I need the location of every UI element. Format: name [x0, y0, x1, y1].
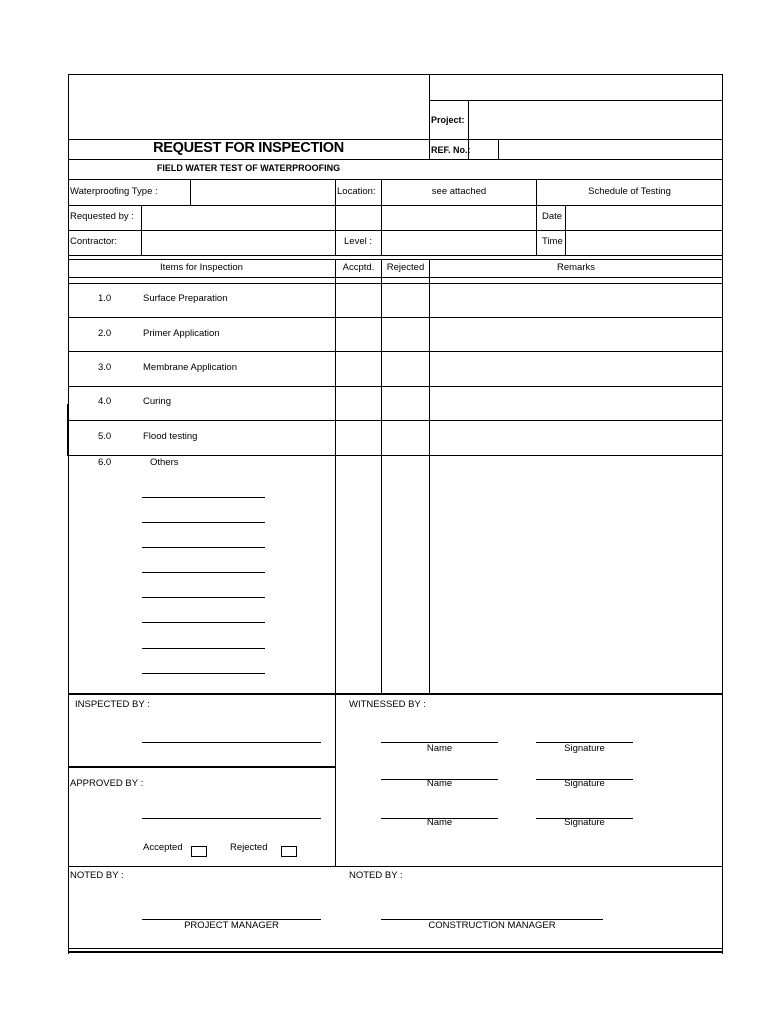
form-subtitle: FIELD WATER TEST OF WATERPROOFING [156, 163, 341, 173]
construction-manager-label: CONSTRUCTION MANAGER [428, 920, 556, 931]
ref-no-label: REF. No.: [431, 145, 471, 155]
col-remarks-left [429, 259, 430, 693]
time-label: Time [542, 236, 563, 247]
info-line-2 [68, 230, 723, 231]
noted-by-left-label: NOTED BY : [70, 870, 124, 881]
others-line-3[interactable] [142, 547, 265, 548]
requested-by-field[interactable] [143, 207, 333, 228]
inspected-by-signature-line[interactable] [142, 742, 321, 743]
row-label: Flood testing [143, 431, 198, 442]
inspected-approved-line [68, 766, 336, 768]
table-header-double [68, 283, 723, 284]
project-top-line [429, 100, 723, 101]
others-line-7[interactable] [142, 648, 265, 649]
others-line-1[interactable] [142, 497, 265, 498]
level-field[interactable] [383, 232, 534, 253]
waterproofing-type-field[interactable] [192, 182, 333, 203]
witness-name-label: Name [426, 817, 453, 828]
table-header-bottom [68, 277, 723, 278]
header-remarks: Remarks [556, 262, 595, 273]
project-field[interactable] [470, 102, 720, 138]
others-line-5[interactable] [142, 597, 265, 598]
row-line-1 [68, 317, 723, 318]
row-number: 1.0 [98, 293, 112, 304]
accepted-checkbox[interactable] [191, 846, 207, 857]
witnessed-by-label: WITNESSED BY : [349, 699, 426, 710]
subtitle-bottom-line [68, 179, 723, 180]
date-field[interactable] [567, 207, 720, 228]
border-left [68, 74, 69, 954]
location-label: Location: [337, 186, 376, 197]
type-divider [190, 180, 191, 205]
witness-name-label: Name [426, 778, 453, 789]
others-line-8[interactable] [142, 673, 265, 674]
waterproofing-type-label: Waterproofing Type : [70, 186, 158, 197]
row-number: 5.0 [98, 431, 112, 442]
info-line-1 [68, 205, 723, 206]
row-line-4 [68, 420, 723, 421]
witness-name-label: Name [426, 743, 453, 754]
signoff-divider [335, 694, 336, 866]
witness-signature-label: Signature [564, 817, 605, 828]
border-top [68, 74, 723, 75]
row-number: 6.0 [98, 457, 112, 468]
border-bottom-inner [68, 948, 723, 949]
row-label: Membrane Application [143, 362, 237, 373]
ref-divider [498, 139, 499, 160]
time-field[interactable] [567, 232, 720, 253]
row-label: Others [150, 457, 179, 468]
row-number: 4.0 [98, 396, 112, 407]
row-line-2 [68, 351, 723, 352]
inspected-by-label: INSPECTED BY : [75, 699, 150, 710]
title-bottom-line [68, 159, 723, 160]
form-title: REQUEST FOR INSPECTION [153, 140, 344, 156]
header-divider [429, 74, 430, 160]
noted-by-right-label: NOTED BY : [349, 870, 403, 881]
info-mid-divider [335, 180, 336, 255]
table-header-top [68, 259, 723, 260]
rejected-label: Rejected [230, 842, 268, 853]
approved-by-label: APPROVED BY : [70, 778, 144, 789]
info-line-3 [68, 255, 723, 256]
left-margin-mark [67, 404, 68, 456]
others-line-2[interactable] [142, 522, 265, 523]
requested-divider [141, 205, 142, 255]
border-bottom [68, 951, 723, 953]
approved-by-signature-line[interactable] [142, 818, 321, 819]
row-number: 2.0 [98, 328, 112, 339]
row-label: Surface Preparation [143, 293, 228, 304]
witness-signature-label: Signature [564, 778, 605, 789]
date-time-divider [565, 205, 566, 255]
witness-signature-label: Signature [564, 743, 605, 754]
border-right [722, 74, 723, 954]
noted-top-line [68, 866, 723, 867]
requested-by-label: Requested by : [70, 211, 134, 222]
project-manager-label: PROJECT MANAGER [184, 920, 279, 931]
ref-no-field[interactable] [500, 141, 720, 158]
signoff-top-line [68, 693, 723, 695]
header-rejected: Rejected [386, 262, 425, 273]
row-line-3 [68, 386, 723, 387]
others-line-4[interactable] [142, 572, 265, 573]
contractor-label: Contractor: [70, 236, 117, 247]
row-label: Curing [143, 396, 171, 407]
header-items: Items for Inspection [160, 262, 243, 273]
row-number: 3.0 [98, 362, 112, 373]
location-value: see attached [431, 186, 487, 197]
level-label: Level : [344, 236, 372, 247]
project-label: Project: [431, 115, 465, 125]
contractor-field[interactable] [143, 232, 333, 253]
date-label: Date [542, 211, 563, 222]
row-label: Primer Application [143, 328, 220, 339]
schedule-label: Schedule of Testing [588, 186, 671, 197]
header-accepted: Accptd. [342, 262, 375, 273]
col-accepted-left [335, 259, 336, 693]
others-line-6[interactable] [142, 622, 265, 623]
col-rejected-left [381, 259, 382, 693]
accepted-label: Accepted [143, 842, 183, 853]
rejected-checkbox[interactable] [281, 846, 297, 857]
